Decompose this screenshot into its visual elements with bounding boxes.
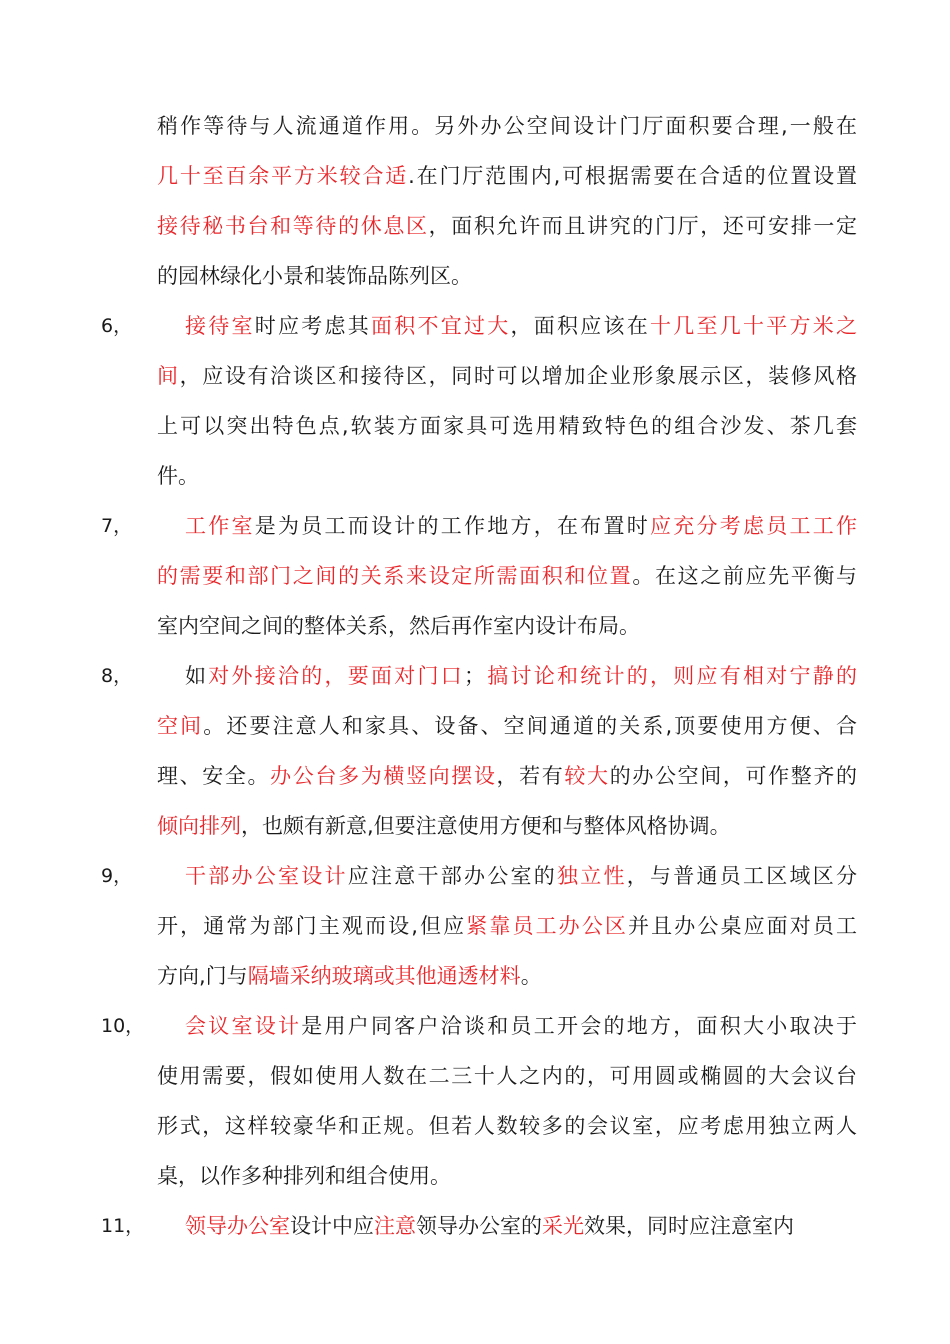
body-text: ； bbox=[464, 664, 485, 688]
body-text: ，也颇有新意,但要注意使用方便和与整体风格协调。 bbox=[241, 814, 731, 838]
text-line bbox=[157, 108, 857, 144]
body-text: 是为员工而设计的工作地方，在布置时 bbox=[254, 514, 650, 538]
highlighted-text: 办公台多为横竖向摆设 bbox=[270, 764, 497, 788]
paragraph-number: 9， bbox=[101, 865, 133, 887]
highlighted-text: 隔墙采纳玻璃或其他通透材料 bbox=[247, 964, 521, 988]
body-text: 方向,门与 bbox=[157, 964, 248, 988]
body-text: 如 bbox=[185, 664, 209, 688]
text-line bbox=[157, 1108, 857, 1144]
body-text: ，面积应该在 bbox=[510, 314, 650, 338]
text-line bbox=[185, 308, 857, 344]
text-line bbox=[157, 408, 857, 444]
body-text: ，面积允许而且讲究的门厅，还可安排一定 bbox=[428, 214, 857, 238]
text-line bbox=[157, 158, 857, 194]
highlighted-text: 空间 bbox=[157, 714, 204, 738]
text-line bbox=[185, 508, 857, 544]
highlighted-text: 独立性 bbox=[557, 864, 627, 888]
highlighted-text: 紧靠员工办公区 bbox=[466, 914, 629, 938]
text-line bbox=[157, 458, 857, 494]
paragraph-number: 11， bbox=[101, 1215, 145, 1237]
body-text: 件。 bbox=[157, 464, 199, 488]
text-line bbox=[157, 208, 857, 244]
body-text: 设计中应 bbox=[290, 1214, 374, 1238]
highlighted-text: 对外接洽的，要面对门口 bbox=[208, 664, 464, 688]
body-text: 上可以突出特色点,软装方面家具可选用精致特色的组合沙发、茶几套 bbox=[157, 414, 857, 438]
text-line bbox=[185, 858, 857, 894]
highlighted-text: 工作室 bbox=[185, 514, 255, 538]
text-line bbox=[185, 1008, 857, 1044]
body-text: 开，通常为部门主观而设,但应 bbox=[157, 914, 467, 938]
highlighted-text: 采光 bbox=[542, 1214, 584, 1238]
body-text: 是用户同客户洽谈和员工开会的地方，面积大小取决于 bbox=[301, 1014, 857, 1038]
highlighted-text: 注意 bbox=[374, 1214, 416, 1238]
body-text: .在门厅范围内,可根据需要在合适的位置设置 bbox=[408, 164, 857, 188]
body-text: 。 bbox=[520, 964, 542, 988]
text-line bbox=[157, 1058, 857, 1094]
body-text: ，与普通员工区域区分 bbox=[626, 864, 857, 888]
text-line bbox=[157, 558, 857, 594]
body-text: 使用需要，假如使用人数在二三十人之内的，可用圆或椭圆的大会议台 bbox=[157, 1064, 857, 1088]
text-line bbox=[157, 908, 857, 944]
text-line bbox=[157, 708, 857, 744]
body-text: ，应设有洽谈区和接待区，同时可以增加企业形象展示区，装修风格 bbox=[179, 364, 857, 388]
paragraph-number: 7， bbox=[101, 515, 133, 537]
text-line bbox=[157, 358, 857, 394]
body-text: 并且办公桌应面对员工 bbox=[628, 914, 857, 938]
body-text: ，若有 bbox=[496, 764, 565, 788]
body-text: 室内空间之间的整体关系，然后再作室内设计布局。 bbox=[157, 614, 640, 638]
highlighted-text: 面积不宜过大 bbox=[371, 314, 511, 338]
body-text: 。还要注意人和家具、设备、空间通道的关系,顶要使用方便、合 bbox=[203, 714, 857, 738]
highlighted-text: 十几至几十平方米之 bbox=[650, 314, 857, 338]
body-text: 领导办公室的 bbox=[416, 1214, 542, 1238]
highlighted-text: 较大 bbox=[564, 764, 610, 788]
text-line bbox=[157, 808, 857, 844]
text-line bbox=[157, 258, 857, 294]
body-text: 稍作等待与人流通道作用。另外办公空间设计门厅面积要合理,一般在 bbox=[157, 114, 857, 138]
text-line bbox=[157, 958, 857, 994]
body-text: 形式，这样较豪华和正规。但若人数较多的会议室，应考虑用独立两人 bbox=[157, 1114, 857, 1138]
highlighted-text: 搞讨论和统计的，则应有相对宁静的 bbox=[485, 664, 857, 688]
body-text: 应注意干部办公室的 bbox=[347, 864, 557, 888]
highlighted-text: 的需要和部门之间的关系来设定所需面积和位置 bbox=[157, 564, 633, 588]
body-text: 的园林绿化小景和装饰品陈列区。 bbox=[157, 264, 472, 288]
paragraph-number: 10， bbox=[101, 1015, 145, 1037]
highlighted-text: 倾向排列 bbox=[157, 814, 241, 838]
highlighted-text: 领导办公室 bbox=[185, 1214, 290, 1238]
body-text: 效果，同时应注意室内 bbox=[584, 1214, 794, 1238]
highlighted-text: 间 bbox=[157, 364, 180, 388]
body-text: 时应考虑其 bbox=[254, 314, 371, 338]
paragraph-number: 8， bbox=[101, 665, 133, 687]
text-line bbox=[157, 608, 857, 644]
paragraph-number: 6， bbox=[101, 315, 133, 337]
highlighted-text: 几十至百余平方米较合适 bbox=[157, 164, 409, 188]
highlighted-text: 接待秘书台和等待的休息区 bbox=[157, 214, 429, 238]
highlighted-text: 应充分考虑员工工作 bbox=[650, 514, 857, 538]
body-text: 理、安全。 bbox=[157, 764, 271, 788]
highlighted-text: 接待室 bbox=[185, 314, 255, 338]
text-line bbox=[157, 1158, 857, 1194]
text-line bbox=[185, 1208, 857, 1244]
text-line bbox=[185, 658, 857, 694]
body-text: 的办公空间，可作整齐的 bbox=[609, 764, 857, 788]
highlighted-text: 干部办公室设计 bbox=[185, 864, 348, 888]
text-line bbox=[157, 758, 857, 794]
body-text: 。在这之前应先平衡与 bbox=[632, 564, 857, 588]
highlighted-text: 会议室设计 bbox=[185, 1014, 302, 1038]
body-text: 桌，以作多种排列和组合使用。 bbox=[157, 1164, 451, 1188]
